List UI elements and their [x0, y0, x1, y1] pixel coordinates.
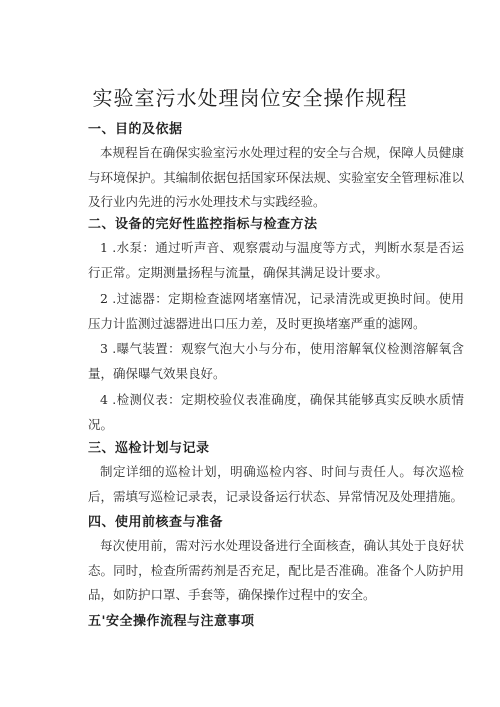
- paragraph-purpose: 本规程旨在确保实验室污水处理过程的安全与合规，保障人员健康与环境保护。其编制依据包括国家环保法规、实验室安全管理标准以及行业内先进的污水处理技术与实践经验。: [88, 145, 464, 209]
- paragraph-instruments: 4 .检测仪表：定期校验仪表准确度，确保其能够真实反映水质情况。: [88, 392, 464, 432]
- paragraph-pump: 1 .水泵：通过听声音、观察震动与温度等方式，判断水泵是否运行正常。定期测量扬程与流量，确保其满足设计要求。: [88, 240, 464, 280]
- paragraph-filter: 2 .过滤器：定期检查滤网堵塞情况，记录清洗或更换时间。使用压力计监测过滤器进出口压力差，及时更换堵塞严重的滤网。: [88, 291, 464, 331]
- document-title: 实验室污水处理岗位安全操作规程: [92, 86, 408, 110]
- section-heading-purpose: 一、目的及依据: [88, 122, 183, 137]
- paragraph-preparation: 每次使用前，需对污水处理设备进行全面核查，确认其处于良好状态。同时，检查所需药剂是否充足，配比是否准确。准备个人防护用品，如防护口罩、手套等，确保操作过程中的安全。: [88, 538, 464, 602]
- paragraph-inspection: 制定详细的巡检计划，明确巡检内容、时间与责任人。每次巡检后，需填写巡检记录表，记录设备运行状态、异常情况及处理措施。: [88, 464, 464, 504]
- paragraph-aeration: 3 .曝气装置：观察气泡大小与分布，使用溶解氧仪检测溶解氧含量，确保曝气效果良好。: [88, 341, 464, 381]
- section-heading-inspection: 三、巡检计划与记录: [88, 441, 210, 456]
- section-heading-operation: 五'安全操作流程与注意事项: [88, 614, 255, 629]
- section-heading-preparation: 四、使用前核查与准备: [88, 515, 224, 530]
- section-heading-equipment: 二、设备的完好性监控指标与检查方法: [88, 217, 318, 232]
